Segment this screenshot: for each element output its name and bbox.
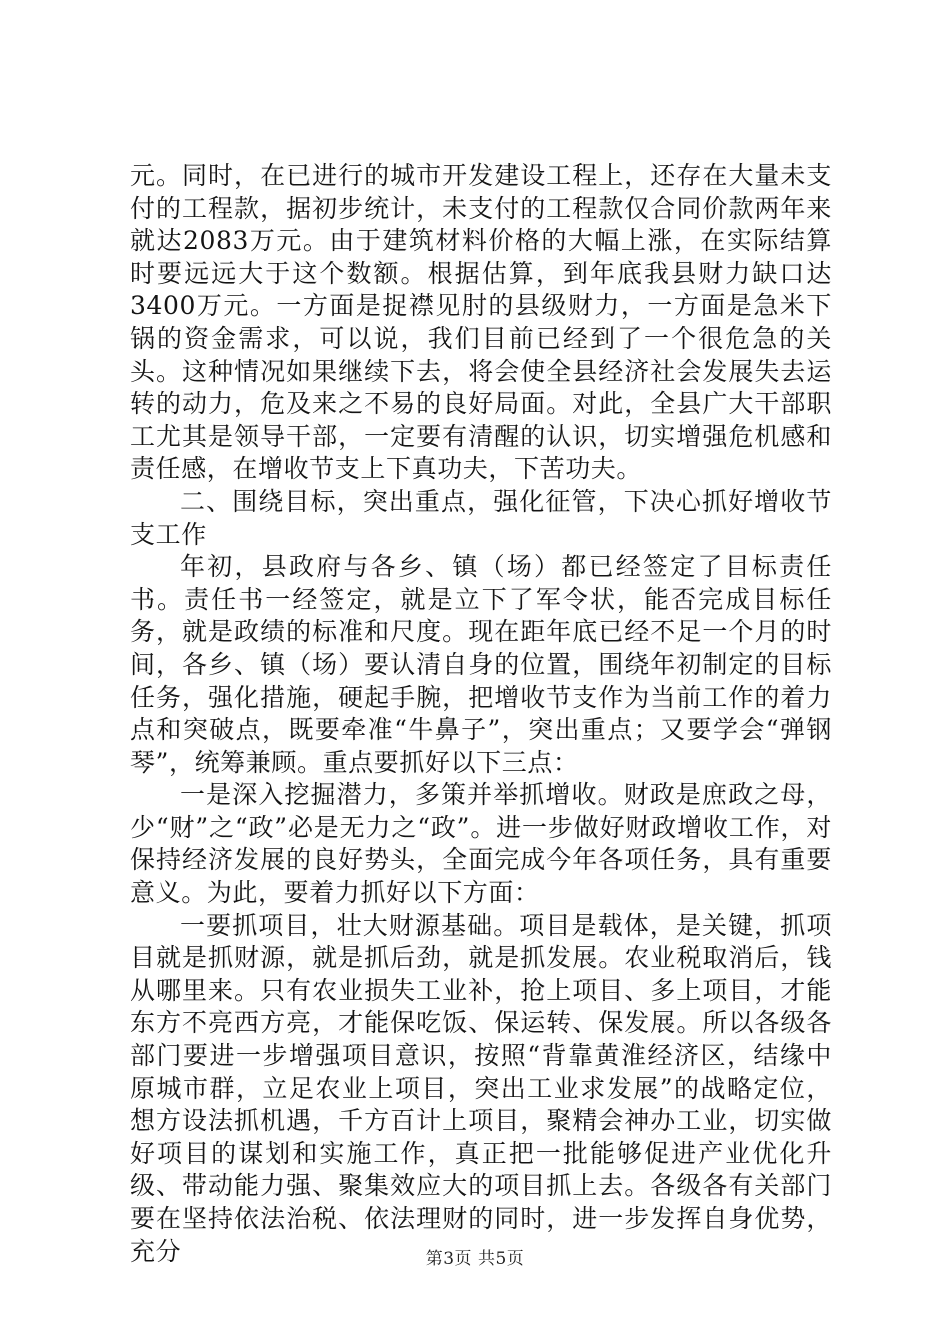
document-body: [130, 160, 832, 1268]
paragraph-3: 年初，县政府与各乡、镇（场）都已经签定了目标责任书。责任书一经签定，就是立下了军令状，能否完成目标任务，就是政绩的标准和尺度。现在距年底已经不足一个月的时间，各乡、镇（场）要认清自身的位置，围绕年初制定的目标任务，强化措施，硬起手腕，把增收节支作为当前工作的着力点和突破点，既要牵准“牛鼻子”，突出重点；又要学会“弹钢琴”，统筹兼顾。重点要抓好以下三点：: [130, 552, 832, 777]
paragraph-5: 一要抓项目，壮大财源基础。项目是载体，是关键，抓项目就是抓财源，就是抓后劲，就是抓发展。农业税取消后，钱从哪里来。只有农业损失工业补，抢上项目、多上项目，才能东方不亮西方亮，才能保吃饭、保运转、保发展。所以各级各部门要进一步增强项目意识，按照“背靠黄淮经济区，结缘中原城市群，立足农业上项目，突出工业求发展”的战略定位，想方设法抓机遇，千方百计上项目，聚精会神办工业，切实做好项目的谋划和实施工作，真正把一批能够促进产业优化升级、带动能力强、聚集效应大的项目抓上去。各级各有关部门要在坚持依法治税、依法理财的同时，进一步发挥自身优势，充分: [130, 910, 832, 1266]
paragraph-1: 元。同时，在已进行的城市开发建设工程上，还存在大量未支付的工程款，据初步统计，未支付的工程款仅合同价款两年来就达2083万元。由于建筑材料价格的大幅上涨，在实际结算时要远远大于这个数额。根据估算，到年底我县财力缺口达3400万元。一方面是捉襟见肘的县级财力，一方面是急米下锅的资金需求，可以说，我们目前已经到了一个很危急的关头。这种情况如果继续下去，将会使全县经济社会发展失去运转的动力，危及来之不易的良好局面。对此，全县广大干部职工尤其是领导干部，一定要有清醒的认识，切实增强危机感和责任感，在增收节支上下真功夫，下苦功夫。: [130, 161, 832, 484]
section-heading: 二、围绕目标，突出重点，强化征管，下决心抓好增收节支工作: [130, 486, 832, 549]
page-number-footer: 第3页 共5页: [425, 1249, 525, 1269]
paragraph-4: 一是深入挖掘潜力，多策并举抓增收。财政是庶政之母，少“财”之“政”必是无力之“政”。进一步做好财政增收工作，对保持经济发展的良好势头，全面完成今年各项任务，具有重要意义。为此，要着力抓好以下方面：: [130, 780, 832, 908]
